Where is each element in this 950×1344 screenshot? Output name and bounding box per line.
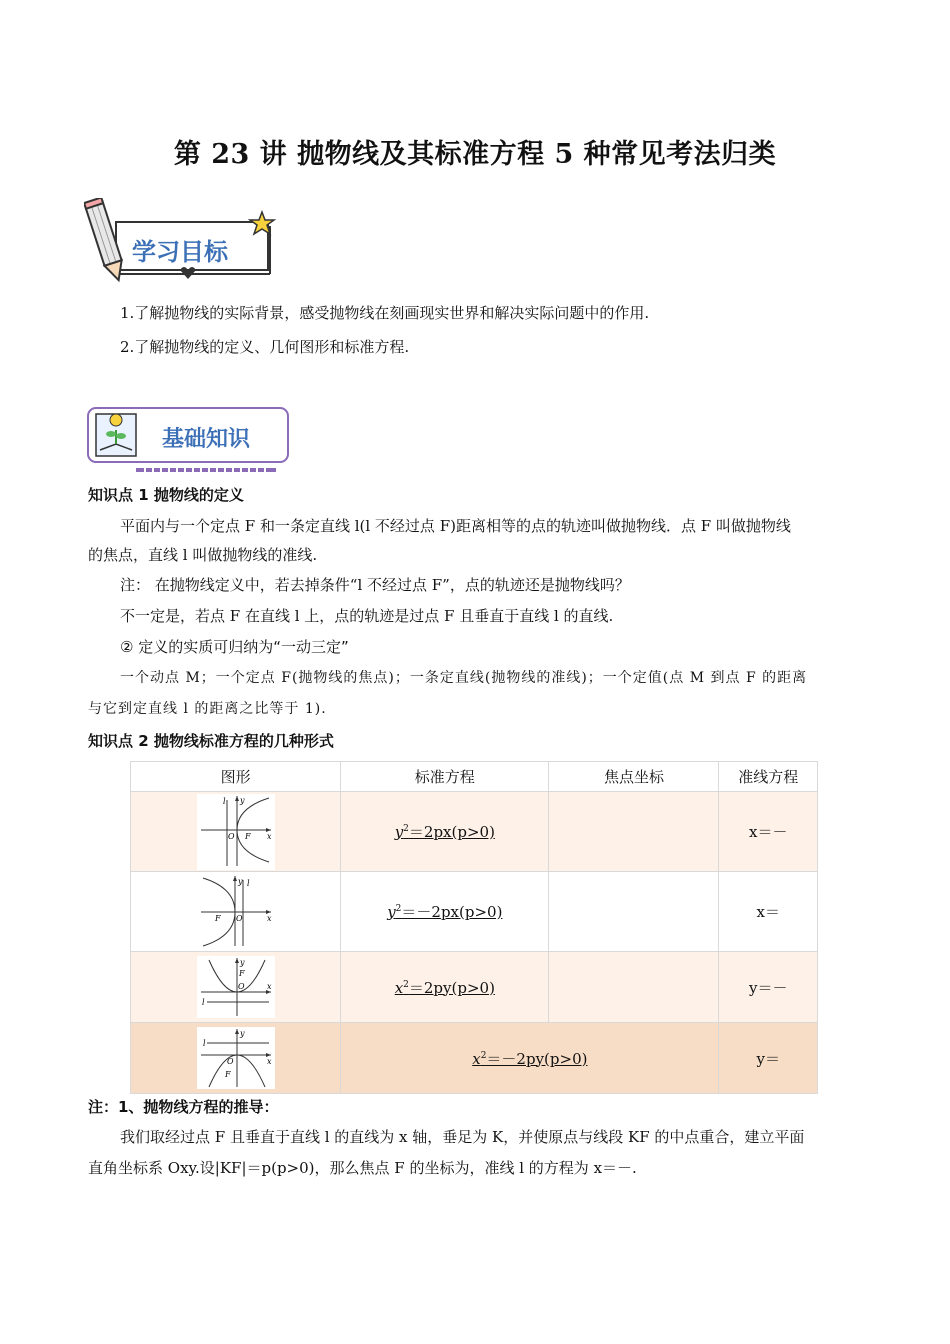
note-para-1: 我们取经过点 F 且垂直于直线 l 的直线为 x 轴，垂足为 K，并使原点与线段 KF 的中点重合，建立平面 (120, 1128, 805, 1146)
table-row (131, 1023, 818, 1094)
parabola-down-figure (197, 1027, 275, 1089)
svg-text:y: y (239, 1029, 245, 1038)
header-directrix: 准线方程 (719, 762, 818, 792)
svg-text:l: l (222, 796, 226, 806)
directrix-cell: y＝ (719, 1023, 818, 1094)
parabola-up-figure (197, 956, 275, 1018)
kp1-note-question: 注： 在抛物线定义中，若去掉条件“l 不经过点 F”，点的轨迹还是抛物线吗？ (120, 576, 630, 594)
equation-text: $x^2=-2py(p>0)$ (472, 1049, 588, 1068)
kp1-item-2: ② 定义的实质可归纳为“一动三定” (120, 638, 349, 656)
directrix-cell: y＝－ (719, 952, 818, 1023)
standard-forms-table (130, 761, 818, 1094)
kp1-note-answer: 不一定是，若点 F 在直线 l 上，点的轨迹是过点 F 且垂直于直线 l 的直线. (120, 607, 614, 625)
svg-text:y: y (237, 876, 243, 886)
svg-text:O: O (226, 1057, 234, 1066)
goal-2: 2.了解抛物线的定义、几何图形和标准方程. (120, 338, 410, 356)
kp1-para-2a: 一个动点 M；一个定点 F(抛物线的焦点)；一条定直线(抛物线的准线)；一个定值(点 M 到点 F 的距离 (120, 670, 808, 686)
basics-badge-label: 基础知识 (162, 427, 251, 452)
kp2-heading: 知识点 2 抛物线标准方程的几种形式 (88, 732, 334, 750)
focus-cell (549, 872, 719, 952)
focus-cell (549, 952, 719, 1023)
equation-text: $y^2=-2px(p>0)$ (387, 903, 503, 921)
svg-text:x: x (266, 982, 272, 991)
svg-text:F: F (238, 969, 245, 978)
equation-text: $y^2=2px(p>0)$ (394, 823, 495, 841)
table-header-row (131, 762, 818, 792)
header-equation: 标准方程 (341, 762, 549, 792)
note-para-2: 直角坐标系 Oxy.设|KF|＝p(p>0)，那么焦点 F 的坐标为，准线 l 的方程为 x＝－. (88, 1159, 637, 1177)
svg-text:F: F (244, 831, 251, 841)
table-row (131, 872, 818, 952)
header-figure: 图形 (131, 762, 341, 792)
kp1-heading: 知识点 1 抛物线的定义 (88, 486, 244, 504)
svg-text:F: F (214, 913, 221, 923)
basics-badge (86, 406, 292, 474)
svg-text:l: l (202, 1039, 206, 1048)
table-row (131, 952, 818, 1023)
svg-text:F: F (224, 1070, 231, 1079)
equation-text: $x^2=2py(p>0)$ (394, 978, 495, 997)
directrix-cell: x＝ (719, 872, 818, 952)
table-row (131, 792, 818, 872)
goals-badge-label: 学习目标 (132, 238, 228, 266)
kp1-para-2b: 与它到定直线 l 的距离之比等于 1). (88, 701, 327, 717)
directrix-cell: x＝－ (719, 792, 818, 872)
svg-text:x: x (266, 831, 272, 841)
parabola-right-figure (197, 794, 275, 870)
focus-cell (549, 792, 719, 872)
parabola-left-figure (197, 874, 275, 950)
kp1-para-1b: 的焦点，直线 l 叫做抛物线的准线. (88, 546, 318, 564)
svg-text:l: l (201, 998, 205, 1007)
svg-text:y: y (239, 958, 245, 967)
svg-text:x: x (266, 1057, 272, 1066)
svg-text:x: x (266, 913, 272, 923)
header-focus: 焦点坐标 (549, 762, 719, 792)
svg-text:O: O (227, 831, 235, 841)
svg-text:l: l (246, 878, 250, 888)
page-title: 第 23 讲 抛物线及其标准方程 5 种常见考法归类 (173, 139, 777, 170)
goals-badge (84, 198, 284, 288)
svg-text:O: O (235, 913, 243, 923)
svg-text:y: y (239, 795, 245, 805)
svg-text:O: O (237, 982, 245, 991)
note-heading: 注：1、抛物线方程的推导： (88, 1098, 279, 1116)
goal-1: 1.了解抛物线的实际背景，感受抛物线在刻画现实世界和解决实际问题中的作用. (120, 304, 650, 322)
kp1-para-1a: 平面内与一个定点 F 和一条定直线 l(l 不经过点 F)距离相等的点的轨迹叫做抛物线．点 F 叫做抛物线 (120, 517, 791, 535)
